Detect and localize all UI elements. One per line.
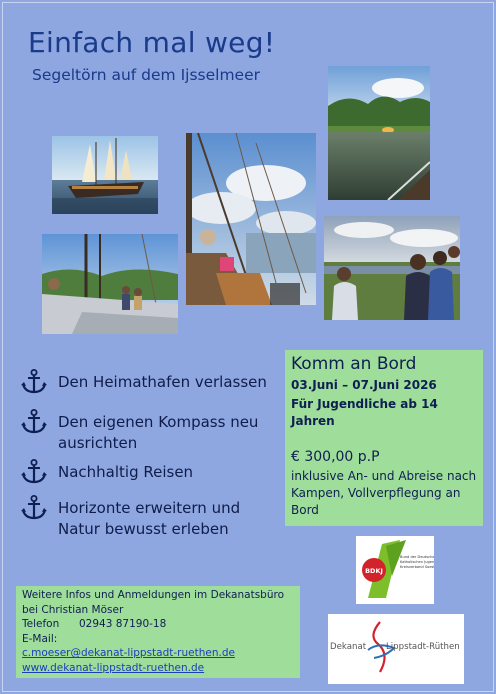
event-audience: Für Jugendliche ab 14 Jahren <box>291 397 438 428</box>
anchor-icon <box>20 368 48 396</box>
anchor-icon <box>20 408 48 436</box>
feature-label: Den eigenen Kompass neu ausrichten <box>58 413 259 452</box>
photo-group-beach <box>324 216 460 320</box>
contact-line: Weitere Infos und Anmeldungen im Dekanatsbüro <box>22 589 284 601</box>
dekanat-right: Lippstadt-Rüthen <box>386 642 460 652</box>
event-dates: 03.Juni – 07.Juni 2026 <box>291 378 437 392</box>
bdkj-text-3: Kreisverband Soest <box>400 565 434 569</box>
email-label: E-Mail: <box>22 632 58 645</box>
page-subtitle: Segeltörn auf dem Ijsselmeer <box>32 66 260 84</box>
anchor-icon <box>20 458 48 486</box>
anchor-icon <box>20 494 48 522</box>
bdkj-text-1: Bund der Deutschen <box>400 555 434 559</box>
contact-box <box>16 586 300 678</box>
page-title: Einfach mal weg! <box>28 26 276 59</box>
bdkj-logo-graphic <box>356 536 434 604</box>
dekanat-logo <box>328 614 464 684</box>
dekanat-left: Dekanat <box>330 642 367 652</box>
info-heading: Komm an Bord <box>291 354 417 374</box>
phone-label: Telefon <box>22 618 60 631</box>
contact-person: bei Christian Möser <box>22 603 124 616</box>
feature-label: Nachhaltig Reisen <box>58 463 194 481</box>
photo-sailing-ship <box>52 136 158 214</box>
photo-deck-rigging <box>186 133 316 305</box>
photo-deck-people <box>42 234 178 334</box>
website-link[interactable]: www.dekanat-lippstadt-ruethen.de <box>22 661 205 674</box>
event-includes: inklusive An- und Abreise nach Kampen, Vollverpflegung an Bord <box>291 469 477 517</box>
event-info-box <box>285 350 483 526</box>
event-price: € 300,00 p.P <box>291 449 380 465</box>
dekanat-logo-graphic <box>328 614 464 684</box>
email-link[interactable]: c.moeser@dekanat-lippstadt-ruethen.de <box>22 647 235 660</box>
bdkj-text-2: Katholischen Jugend <box>400 560 434 564</box>
bdkj-abbr: BDKJ <box>365 567 383 575</box>
bdkj-logo <box>356 536 434 604</box>
feature-label: Horizonte erweitern und Natur bewusst erleben <box>58 499 241 538</box>
phone-number: 02943 87190-18 <box>79 618 167 631</box>
photo-lake-campfire <box>328 66 430 200</box>
contact-phone-row <box>22 617 296 632</box>
feature-label: Den Heimathafen verlassen <box>58 373 267 391</box>
